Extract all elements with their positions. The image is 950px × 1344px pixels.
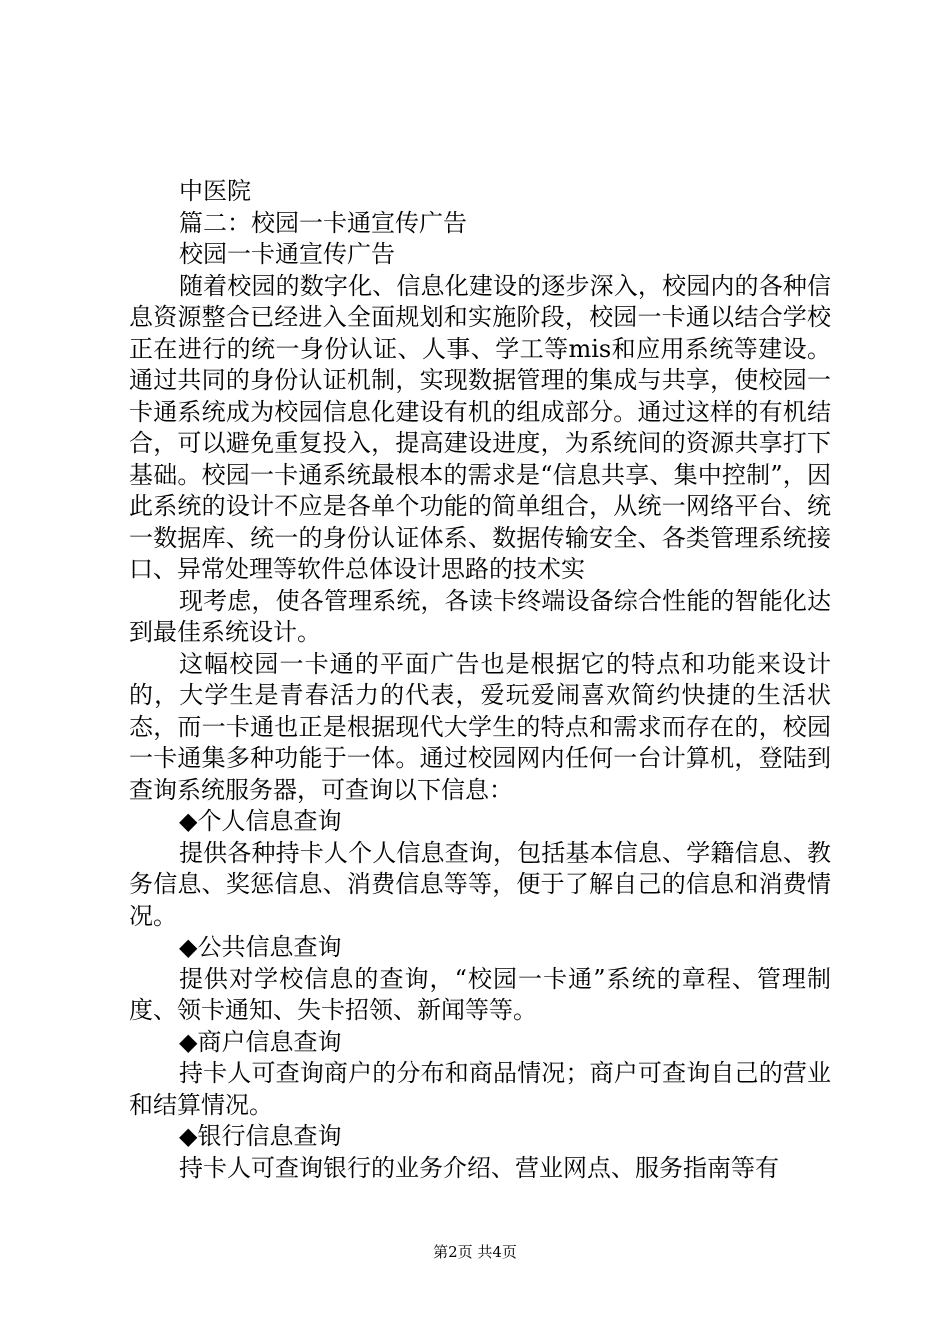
paragraph-merchant-info: 持卡人可查询商户的分布和商品情况；商户可查询自己的营业和结算情况。 xyxy=(129,1059,831,1119)
page-footer: 第2页 共4页 xyxy=(433,1243,517,1261)
bullet-public-info: ◆公共信息查询 xyxy=(179,933,342,961)
article-title: 校园一卡通宣传广告 xyxy=(179,240,395,268)
paragraph-public-info: 提供对学校信息的查询，“校园一卡通”系统的章程、管理制度、领卡通知、失卡招领、新闻等等。 xyxy=(129,964,831,1024)
bullet-bank-info: ◆银行信息查询 xyxy=(179,1122,342,1150)
paragraph-intro: 随着校园的数字化、信息化建设的逐步深入，校园内的各种信息资源整合已经进入全面规划和实施阶段，校园一卡通以结合学校正在进行的统一身份认证、人事、学工等mis和应用系统等建设。通过共同的身份认证机制，实现数据管理的集成与共享，使校园一卡通系统成为校园信息化建设有机的组成部分。通过这样的有机结合，可以避免重复投入，提高建设进度，为系统间的资源共享打下基础。校园一卡通系统最根本的需求是“信息共享、集中控制”，因此系统的设计不应是各单个功能的简单组合，从统一网络平台、统一数据库、统一的身份认证体系、数据传输安全、各类管理系统接口、异常处理等软件总体设计思路的技术实 xyxy=(129,271,831,583)
section-heading: 篇二：校园一卡通宣传广告 xyxy=(179,208,467,237)
paragraph-ad-description: 这幅校园一卡通的平面广告也是根据它的特点和功能来设计的，大学生是青春活力的代表，爱玩爱闹喜欢简约快捷的生活状态，而一卡通也正是根据现代大学生的特点和需求而存在的，校园一卡通集多种功能于一体。通过校园网内任何一台计算机，登陆到查询系统服务器，可查询以下信息： xyxy=(129,649,831,804)
document-body xyxy=(129,176,831,1184)
paragraph-personal-info: 提供各种持卡人个人信息查询，包括基本信息、学籍信息、教务信息、奖惩信息、消费信息等等，便于了解自己的信息和消费情况。 xyxy=(129,838,831,930)
paragraph-hospital: 中医院 xyxy=(179,177,251,205)
paragraph-continuation: 现考虑，使各管理系统，各读卡终端设备综合性能的智能化达到最佳系统设计。 xyxy=(129,586,831,646)
bullet-personal-info: ◆个人信息查询 xyxy=(179,807,342,835)
bullet-merchant-info: ◆商户信息查询 xyxy=(179,1027,342,1056)
paragraph-bank-info: 持卡人可查询银行的业务介绍、营业网点、服务指南等有 xyxy=(179,1153,779,1182)
